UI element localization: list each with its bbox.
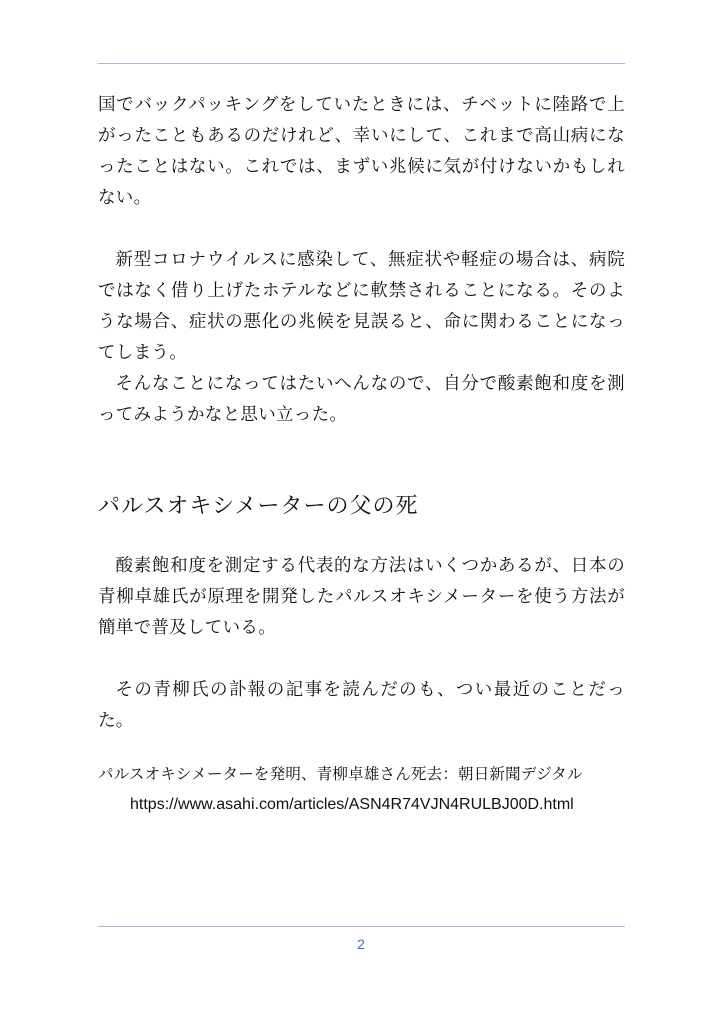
reference-link[interactable]: https://www.asahi.com/articles/ASN4R74VJN4RULBJ00D.html (130, 796, 574, 813)
bottom-divider (98, 926, 625, 927)
heading-gap (98, 527, 625, 551)
paragraph-intro-2: 新型コロナウイルスに感染して、無症状や軽症の場合は、病院ではなく借り上げたホテルなどに軟禁されることになる。そのような場合、症状の悪化の兆候を見誤ると、命に関わることになってしまう。 (98, 250, 625, 363)
top-divider (98, 63, 625, 64)
page-body (98, 90, 625, 820)
section-heading: パルスオキシメーターの父の死 (98, 494, 419, 519)
section-gap (98, 431, 625, 487)
paragraph-intro-1: 国でバックパッキングをしていたときには、チベットに陸路で上がったこともあるのだけれど、幸いにして、これまで高山病になったことはない。これでは、まずい兆候に気が付けないかもしれない。 (98, 95, 625, 208)
reference-gap (98, 737, 625, 759)
paragraph-gap (98, 214, 625, 245)
paragraph-section-1: 酸素飽和度を測定する代表的な方法はいくつかあるが、日本の青柳卓雄氏が原理を開発したパルスオキシメーターを使う方法が簡単で普及している。 (98, 556, 625, 638)
paragraph-section-2: その青柳氏の訃報の記事を読んだのも、つい最近のことだった。 (98, 680, 625, 731)
page-number: 2 (357, 936, 365, 952)
paragraph-intro-3: そんなことになってはたいへんなので、自分で酸素飽和度を測ってみようかなと思い立った。 (98, 374, 625, 425)
reference-title: パルスオキシメーターを発明、青柳卓雄さん死去：朝日新聞デジタル (98, 765, 583, 783)
paragraph-gap (98, 644, 625, 675)
